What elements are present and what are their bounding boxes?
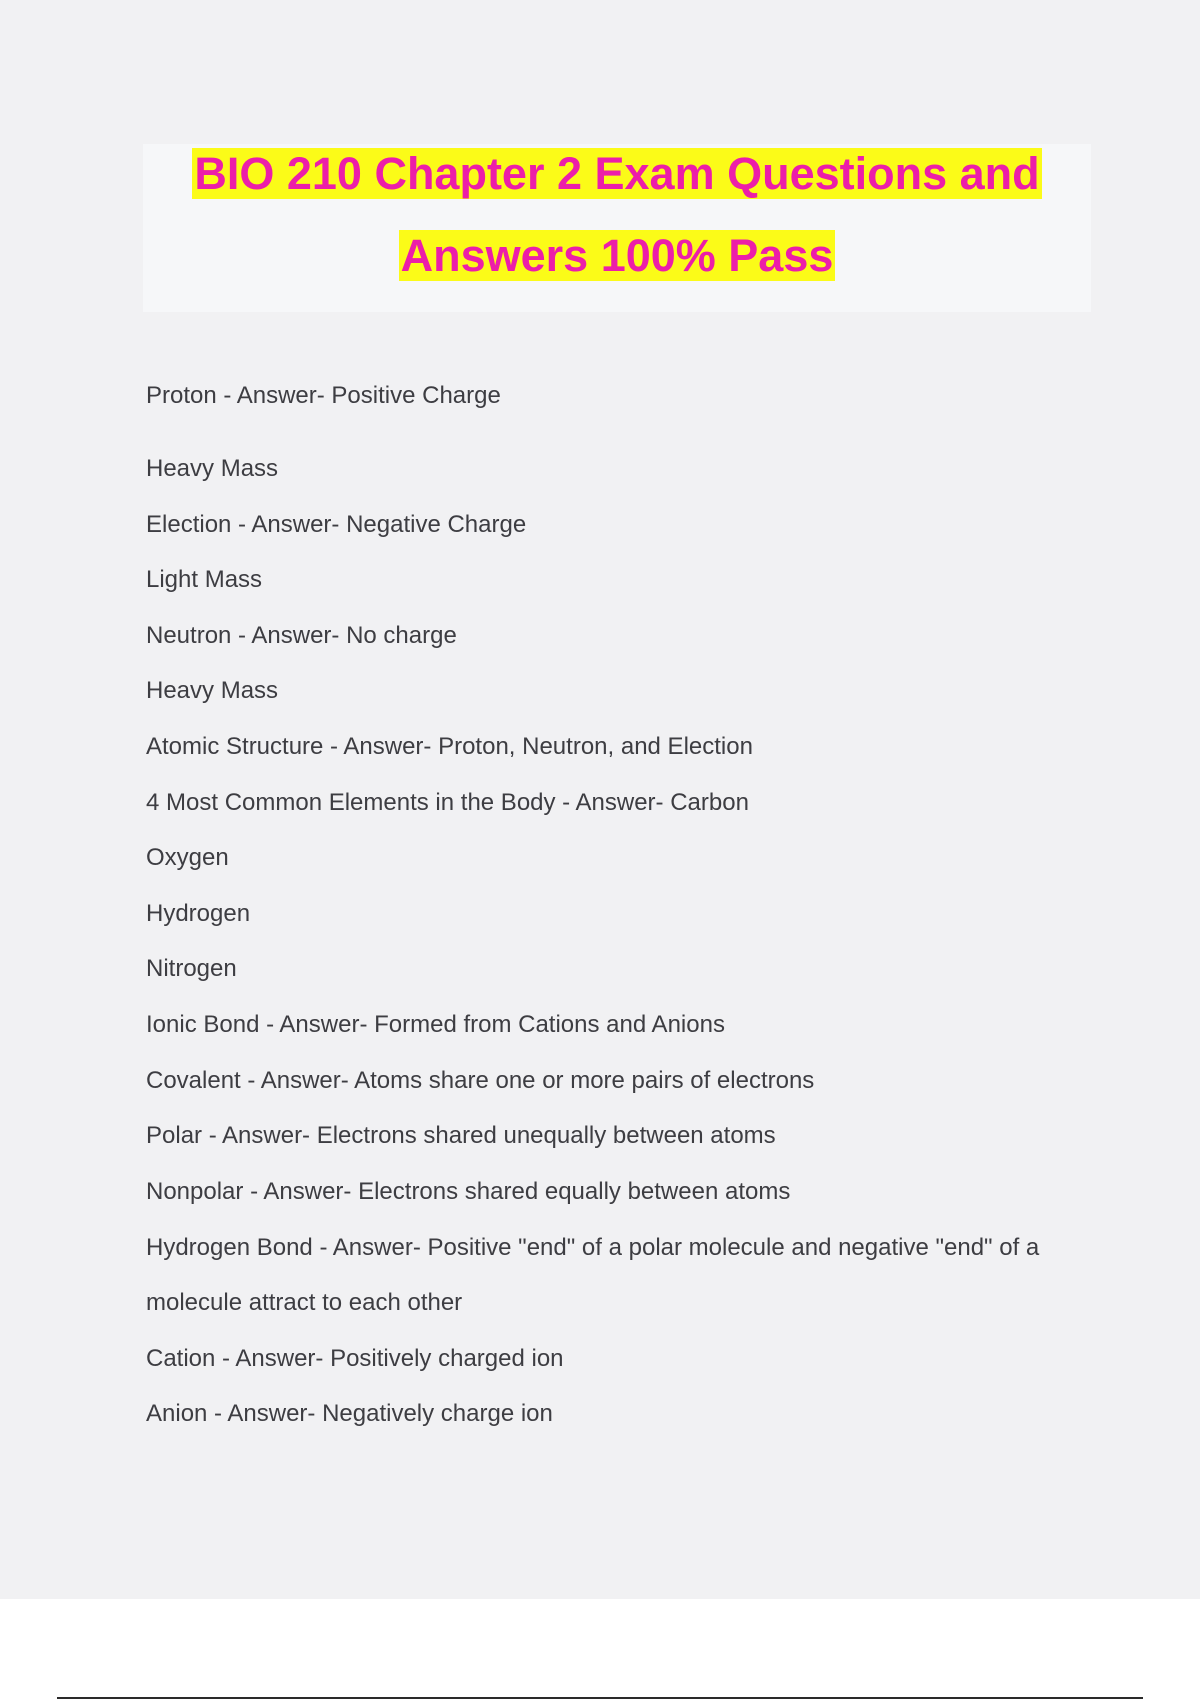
qa-line: 4 Most Common Elements in the Body - Answer- Carbon (146, 789, 749, 816)
qa-line: Polar - Answer- Electrons shared unequally between atoms (146, 1122, 776, 1149)
qa-line: Hydrogen Bond - Answer- Positive "end" of a polar molecule and negative "end" of a (146, 1234, 1040, 1261)
page-bottom-rule (57, 1697, 1143, 1699)
qa-line: molecule attract to each other (146, 1289, 463, 1316)
qa-line: Election - Answer- Negative Charge (146, 511, 527, 538)
qa-line: Anion - Answer- Negatively charge ion (146, 1400, 553, 1427)
qa-line: Hydrogen (146, 900, 251, 927)
qa-line: Light Mass (146, 566, 263, 593)
title-line-1 (143, 145, 1091, 203)
qa-line: Neutron - Answer- No charge (146, 622, 457, 649)
qa-line: Ionic Bond - Answer- Formed from Cations and Anions (146, 1011, 725, 1038)
qa-line: Heavy Mass (146, 677, 279, 704)
title-line-2-text: Answers 100% Pass (400, 230, 834, 281)
qa-line: Oxygen (146, 844, 229, 871)
qa-line: Nitrogen (146, 955, 237, 982)
qa-line: Proton - Answer- Positive Charge (146, 382, 501, 409)
qa-line: Covalent - Answer- Atoms share one or more pairs of electrons (146, 1067, 815, 1094)
qa-line: Atomic Structure - Answer- Proton, Neutron, and Election (146, 733, 753, 760)
qa-line: Nonpolar - Answer- Electrons shared equally between atoms (146, 1178, 791, 1205)
title-line-2 (143, 227, 1091, 285)
title-line-1-text: BIO 210 Chapter 2 Exam Questions and (194, 148, 1040, 199)
qa-line: Heavy Mass (146, 455, 279, 482)
qa-line: Cation - Answer- Positively charged ion (146, 1345, 564, 1372)
